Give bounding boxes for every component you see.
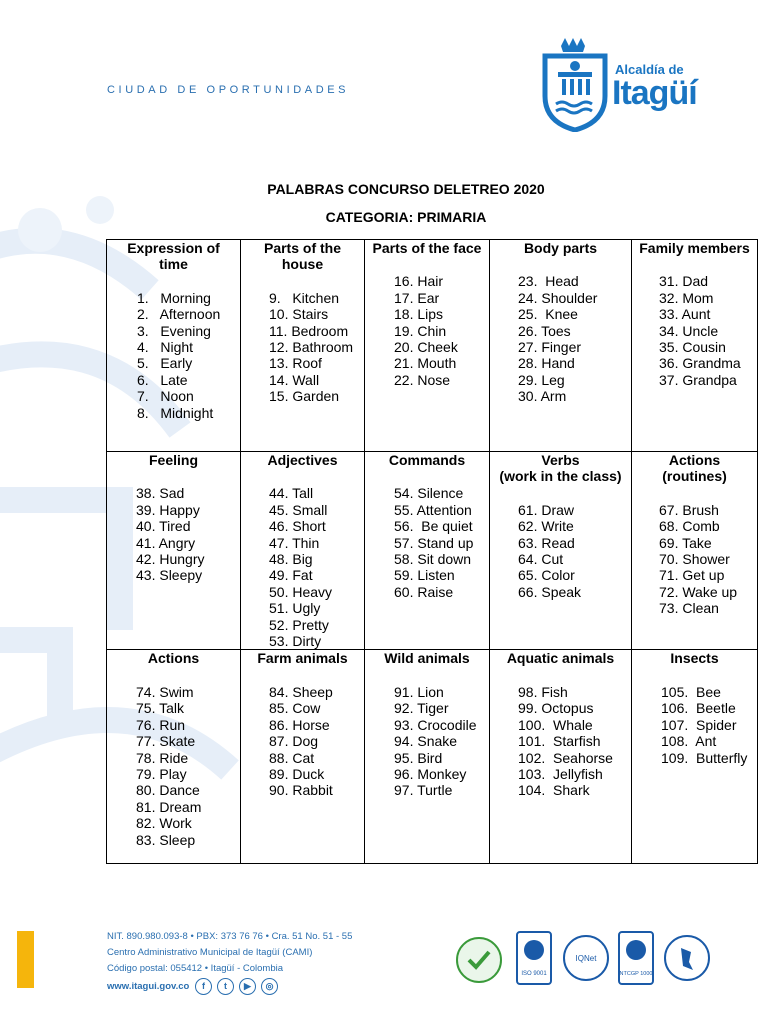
list-item: 63. Read bbox=[518, 534, 575, 551]
logo-prefix: Alcaldía de bbox=[615, 62, 684, 77]
list-item: 91. Lion bbox=[394, 683, 444, 700]
list-item: 5. Early bbox=[137, 355, 193, 372]
word-list bbox=[241, 290, 364, 405]
list-item: 14. Wall bbox=[269, 371, 320, 388]
list-item: 86. Horse bbox=[269, 716, 330, 733]
table-cell bbox=[107, 452, 241, 650]
list-item: 32. Mom bbox=[659, 289, 714, 306]
heading-line: Insects bbox=[670, 650, 719, 667]
words-table bbox=[106, 239, 758, 864]
cell-heading bbox=[490, 650, 631, 666]
cell-heading bbox=[490, 452, 631, 485]
table-cell bbox=[632, 650, 758, 864]
certified-seal-icon bbox=[457, 938, 501, 982]
document-subtitle: CATEGORIA: PRIMARIA bbox=[325, 209, 487, 225]
alcaldia-logo bbox=[540, 34, 720, 134]
list-item: 108. Ant bbox=[661, 733, 717, 750]
list-item: 85. Cow bbox=[269, 700, 321, 717]
list-item: 54. Silence bbox=[394, 485, 464, 502]
list-item: 13. Roof bbox=[269, 355, 322, 372]
list-item: 82. Work bbox=[136, 815, 192, 832]
word-list bbox=[632, 502, 757, 617]
list-item: 53. Dirty bbox=[269, 633, 322, 650]
cell-heading bbox=[365, 650, 489, 666]
list-item: 68. Comb bbox=[659, 518, 720, 535]
list-item: 47. Thin bbox=[269, 534, 320, 551]
list-item: 92. Tiger bbox=[394, 700, 449, 717]
list-item: 57. Stand up bbox=[394, 534, 474, 551]
heading-line: time bbox=[159, 256, 188, 273]
list-item: 19. Chin bbox=[394, 322, 447, 339]
instagram-icon[interactable]: ◎ bbox=[261, 978, 278, 995]
list-item: 7. Noon bbox=[137, 388, 194, 405]
list-item: 9. Kitchen bbox=[269, 289, 340, 306]
heading-line: Aquatic animals bbox=[506, 650, 615, 667]
heading-line: Wild animals bbox=[384, 650, 470, 667]
list-item: 81. Dream bbox=[136, 798, 202, 815]
svg-text:ISO 9001: ISO 9001 bbox=[521, 971, 547, 977]
table-cell bbox=[490, 650, 632, 864]
list-item: 35. Cousin bbox=[659, 339, 726, 356]
list-item: 43. Sleepy bbox=[136, 567, 203, 584]
list-item: 4. Night bbox=[137, 339, 194, 356]
list-item: 76. Run bbox=[136, 716, 186, 733]
cell-heading bbox=[241, 240, 364, 273]
heading-line: (work in the class) bbox=[499, 468, 622, 485]
list-item: 79. Play bbox=[136, 765, 187, 782]
heading-line: Body parts bbox=[523, 240, 598, 256]
list-item: 46. Short bbox=[269, 518, 326, 535]
list-item: 60. Raise bbox=[394, 583, 454, 600]
list-item: 31. Dad bbox=[659, 273, 709, 290]
table-cell bbox=[490, 452, 632, 650]
list-item: 28. Hand bbox=[518, 355, 575, 372]
list-item: 109. Butterfly bbox=[661, 749, 748, 766]
list-item: 59. Listen bbox=[394, 567, 455, 584]
list-item: 99. Octopus bbox=[518, 700, 594, 717]
heading-line: Parts of the bbox=[263, 240, 341, 256]
table-cell bbox=[241, 452, 365, 650]
list-item: 16. Hair bbox=[394, 273, 444, 290]
list-item: 66. Speak bbox=[518, 583, 582, 600]
list-item: 2. Afternoon bbox=[137, 306, 221, 323]
document-title: PALABRAS CONCURSO DELETREO 2020 bbox=[267, 181, 545, 197]
cell-heading bbox=[241, 650, 364, 666]
list-item: 39. Happy bbox=[136, 501, 200, 518]
list-item: 83. Sleep bbox=[136, 831, 196, 848]
list-item: 106. Beetle bbox=[661, 700, 736, 717]
list-item: 45. Small bbox=[269, 501, 328, 518]
list-item: 33. Aunt bbox=[659, 306, 711, 323]
list-item: 100. Whale bbox=[518, 716, 593, 733]
table-row bbox=[107, 650, 758, 864]
list-item: 38. Sad bbox=[136, 485, 185, 502]
word-list bbox=[241, 684, 364, 799]
list-item: 11. Bedroom bbox=[269, 322, 349, 339]
list-item: 94. Snake bbox=[394, 733, 458, 750]
word-list bbox=[107, 684, 240, 848]
list-item: 64. Cut bbox=[518, 551, 564, 568]
list-item: 52. Pretty bbox=[269, 616, 329, 633]
list-item: 84. Sheep bbox=[269, 683, 333, 700]
list-item: 103. Jellyfish bbox=[518, 765, 603, 782]
table-cell bbox=[632, 452, 758, 650]
twitter-icon[interactable]: t bbox=[217, 978, 234, 995]
cell-heading bbox=[365, 452, 489, 468]
table-cell bbox=[241, 650, 365, 864]
city-tagline: CIUDAD DE OPORTUNIDADES bbox=[107, 84, 350, 96]
list-item: 27. Finger bbox=[518, 339, 582, 356]
list-item: 101. Starfish bbox=[518, 733, 601, 750]
list-item: 90. Rabbit bbox=[269, 782, 333, 799]
logo-name: Itagüí bbox=[612, 74, 697, 112]
svg-text:NTCGP 1000: NTCGP 1000 bbox=[619, 971, 653, 977]
heading-line: Adjectives bbox=[267, 452, 338, 468]
list-item: 95. Bird bbox=[394, 749, 443, 766]
table-cell bbox=[632, 240, 758, 452]
list-item: 18. Lips bbox=[394, 306, 444, 323]
table-cell bbox=[365, 452, 490, 650]
list-item: 34. Uncle bbox=[659, 322, 719, 339]
list-item: 40. Tired bbox=[136, 518, 191, 535]
list-item: 58. Sit down bbox=[394, 551, 472, 568]
list-item: 56. Be quiet bbox=[394, 518, 473, 535]
list-item: 15. Garden bbox=[269, 388, 340, 405]
table-row bbox=[107, 452, 758, 650]
list-item: 29. Leg bbox=[518, 371, 565, 388]
list-item: 62. Write bbox=[518, 518, 574, 535]
shield-icon bbox=[540, 34, 610, 132]
word-list bbox=[365, 684, 489, 799]
list-item: 36. Grandma bbox=[659, 355, 741, 372]
word-list bbox=[107, 485, 240, 583]
list-item: 3. Evening bbox=[137, 322, 211, 339]
list-item: 77. Skate bbox=[136, 733, 196, 750]
footer-line-3: Código postal: 055412 • Itagüí - Colombia bbox=[107, 963, 284, 974]
list-item: 97. Turtle bbox=[394, 782, 453, 799]
heading-line: (routines) bbox=[662, 468, 727, 485]
list-item: 98. Fish bbox=[518, 683, 568, 700]
word-list bbox=[490, 273, 631, 404]
list-item: 104. Shark bbox=[518, 782, 590, 799]
heading-line: Feeling bbox=[148, 452, 198, 468]
list-item: 80. Dance bbox=[136, 782, 200, 799]
list-item: 89. Duck bbox=[269, 765, 325, 782]
list-item: 41. Angry bbox=[136, 534, 196, 551]
list-item: 88. Cat bbox=[269, 749, 315, 766]
list-item: 8. Midnight bbox=[137, 404, 214, 421]
list-item: 44. Tall bbox=[269, 485, 314, 502]
list-item: 12. Bathroom bbox=[269, 339, 354, 356]
table-cell bbox=[107, 240, 241, 452]
list-item: 67. Brush bbox=[659, 501, 719, 518]
list-item: 37. Grandpa bbox=[659, 371, 737, 388]
table-cell bbox=[490, 240, 632, 452]
heading-line: Verbs bbox=[541, 452, 580, 468]
list-item: 24. Shoulder bbox=[518, 289, 598, 306]
list-item: 102. Seahorse bbox=[518, 749, 613, 766]
certification-logos bbox=[455, 928, 715, 998]
list-item: 55. Attention bbox=[394, 501, 472, 518]
list-item: 23. Head bbox=[518, 273, 579, 290]
heading-line: Expression of bbox=[127, 240, 220, 256]
word-list bbox=[490, 684, 631, 799]
heading-line: Actions bbox=[668, 452, 721, 468]
list-item: 65. Color bbox=[518, 567, 575, 584]
list-item: 87. Dog bbox=[269, 733, 319, 750]
cell-heading bbox=[632, 452, 757, 485]
footer-accent-bar bbox=[17, 931, 34, 988]
table-cell bbox=[365, 650, 490, 864]
list-item: 10. Stairs bbox=[269, 306, 329, 323]
list-item: 26. Toes bbox=[518, 322, 571, 339]
cell-heading bbox=[107, 452, 240, 468]
cell-heading bbox=[365, 240, 489, 256]
word-list bbox=[632, 684, 757, 766]
word-list bbox=[632, 273, 757, 388]
list-item: 71. Get up bbox=[659, 567, 725, 584]
list-item: 1. Morning bbox=[137, 289, 211, 306]
table-cell bbox=[241, 240, 365, 452]
list-item: 72. Wake up bbox=[659, 583, 738, 600]
footer-website-link[interactable]: www.itagui.gov.co bbox=[107, 981, 190, 992]
list-item: 48. Big bbox=[269, 551, 313, 568]
footer-line-2: Centro Administrativo Municipal de Itagüí (CAMI) bbox=[107, 947, 313, 958]
cell-heading bbox=[107, 240, 240, 273]
list-item: 17. Ear bbox=[394, 289, 440, 306]
list-item: 30. Arm bbox=[518, 388, 567, 405]
list-item: 49. Fat bbox=[269, 567, 313, 584]
footer-contact bbox=[107, 929, 352, 977]
footer-line-1: NIT. 890.980.093-8 • PBX: 373 76 76 • Cra. 51 No. 51 - 55 bbox=[107, 931, 353, 942]
heading-line: Parts of the face bbox=[372, 240, 482, 256]
table-cell bbox=[107, 650, 241, 864]
list-item: 69. Take bbox=[659, 534, 712, 551]
list-item: 51. Ugly bbox=[269, 600, 321, 617]
svg-text:IQNet: IQNet bbox=[575, 954, 597, 963]
word-list bbox=[365, 485, 489, 600]
list-item: 78. Ride bbox=[136, 749, 189, 766]
cell-heading bbox=[107, 650, 240, 666]
word-list bbox=[490, 502, 631, 600]
list-item: 105. Bee bbox=[661, 683, 721, 700]
table-cell bbox=[365, 240, 490, 452]
list-item: 50. Heavy bbox=[269, 583, 333, 600]
list-item: 25. Knee bbox=[518, 306, 578, 323]
list-item: 42. Hungry bbox=[136, 551, 205, 568]
list-item: 70. Shower bbox=[659, 551, 730, 568]
list-item: 20. Cheek bbox=[394, 339, 458, 356]
word-list bbox=[107, 290, 240, 421]
cell-heading bbox=[241, 452, 364, 468]
list-item: 74. Swim bbox=[136, 683, 194, 700]
list-item: 61. Draw bbox=[518, 501, 575, 518]
list-item: 75. Talk bbox=[136, 700, 184, 717]
heading-line: Family members bbox=[639, 240, 750, 256]
facebook-icon[interactable]: f bbox=[195, 978, 212, 995]
youtube-icon[interactable]: ▶ bbox=[239, 978, 256, 995]
cell-heading bbox=[490, 240, 631, 256]
cell-heading bbox=[632, 650, 757, 666]
list-item: 22. Nose bbox=[394, 371, 451, 388]
list-item: 107. Spider bbox=[661, 716, 737, 733]
cell-heading bbox=[632, 240, 757, 256]
word-list bbox=[241, 485, 364, 649]
list-item: 73. Clean bbox=[659, 600, 719, 617]
list-item: 96. Monkey bbox=[394, 765, 467, 782]
heading-line: house bbox=[281, 256, 324, 273]
heading-line: Farm animals bbox=[257, 650, 348, 667]
list-item: 93. Crocodile bbox=[394, 716, 477, 733]
table-row bbox=[107, 240, 758, 452]
word-list bbox=[365, 273, 489, 388]
heading-line: Commands bbox=[388, 452, 466, 468]
list-item: 21. Mouth bbox=[394, 355, 457, 372]
list-item: 6. Late bbox=[137, 371, 188, 388]
heading-line: Actions bbox=[147, 650, 200, 667]
